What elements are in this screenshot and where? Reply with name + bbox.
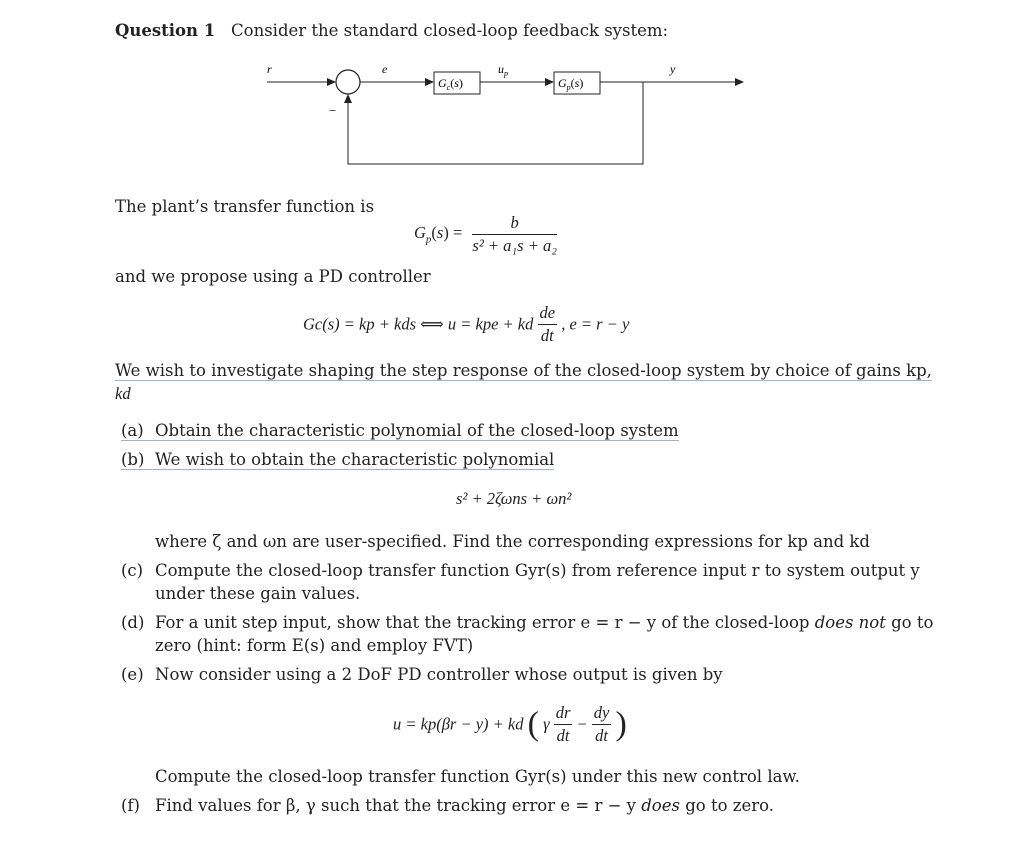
- controller-eq-tail: , e = r − y: [561, 314, 630, 334]
- item-b-label: (b): [121, 450, 145, 469]
- label-r: r: [267, 62, 272, 76]
- item-a-label: (a): [121, 421, 144, 440]
- item-e-label: (e): [121, 665, 144, 684]
- investigate-line-2: kd: [115, 384, 131, 403]
- twodof-frac1-den: dt: [556, 726, 570, 745]
- label-minus: −: [329, 103, 337, 118]
- item-e: [121, 665, 723, 684]
- controller-eq-lhs: Gc(s) = kp + kds ⟺ u = kpe + kd: [303, 314, 534, 334]
- item-d-emphasis: does not: [814, 613, 886, 632]
- item-d-text-2: zero (hint: form E(s) and employ FVT): [155, 636, 474, 655]
- controller-fraction: [538, 303, 558, 346]
- controller-frac-num: de: [538, 303, 558, 325]
- label-gp: $G_p(s)$: [558, 76, 584, 92]
- twodof-minus: −: [576, 714, 588, 734]
- item-a-text: Obtain the characteristic polynomial of the closed-loop system: [155, 421, 679, 440]
- item-d-text-b: go to: [885, 613, 934, 632]
- item-c-text: Compute the closed-loop transfer function Gyr(s) from reference input r to system output y: [155, 561, 920, 580]
- plant-eq-lhs: $G_p(s)$ =: [414, 223, 463, 246]
- item-f-text-b: go to zero.: [679, 796, 774, 815]
- paren-open: (: [527, 705, 539, 743]
- label-e: e: [382, 62, 388, 76]
- investigate-line-1: [115, 361, 932, 380]
- question-title: Question 1: [115, 21, 216, 40]
- twodof-equation: [393, 703, 627, 746]
- controller-frac-den: dt: [540, 326, 554, 345]
- controller-equation: [303, 303, 629, 346]
- plant-numerator: b: [472, 213, 557, 235]
- item-f: [121, 796, 774, 815]
- item-e-text: Now consider using a 2 DoF PD controller whose output is given by: [155, 665, 723, 684]
- paren-close: ): [615, 705, 627, 743]
- item-f-emphasis: does: [641, 796, 680, 815]
- twodof-after: Compute the closed-loop transfer function Gyr(s) under this new control law.: [155, 767, 800, 786]
- characteristic-polynomial: s² + 2ζωns + ωn²: [456, 489, 572, 508]
- item-a: [121, 421, 679, 441]
- item-b: [121, 450, 554, 470]
- question-intro: Consider the standard closed-loop feedback system:: [231, 21, 669, 40]
- label-gc: $G_c(s)$: [438, 76, 463, 92]
- question-header: [115, 21, 668, 40]
- twodof-gamma: γ: [543, 714, 550, 734]
- feedback-block-diagram: [255, 58, 755, 173]
- label-y: y: [670, 62, 676, 76]
- plant-denominator: s² + a₁s + a₂: [472, 236, 557, 255]
- item-f-text-a: Find values for β, γ such that the tracking error e = r − y: [155, 796, 642, 815]
- item-b-text: We wish to obtain the characteristic polynomial: [155, 450, 555, 469]
- item-c-text-2: under these gain values.: [155, 584, 361, 603]
- label-up: $u_p$: [498, 62, 508, 78]
- plant-equation: [414, 213, 557, 256]
- twodof-frac1-num: dr: [554, 703, 573, 725]
- summing-junction: [336, 70, 360, 94]
- char-poly-where: where ζ and ωn are user-specified. Find the corresponding expressions for kp and kd: [155, 532, 870, 551]
- plant-intro: The plant’s transfer function is: [115, 197, 375, 216]
- item-d-label: (d): [121, 613, 145, 632]
- twodof-lhs: u = kp(βr − y) + kd: [393, 714, 524, 734]
- twodof-frac2-den: dt: [595, 726, 608, 745]
- item-c: [121, 561, 920, 580]
- item-d-text-a: For a unit step input, show that the tracking error e = r − y of the closed-loop: [155, 613, 815, 632]
- twodof-frac-1: [554, 703, 573, 746]
- plant-fraction: [472, 213, 557, 256]
- investigate-text: We wish to investigate shaping the step response of the closed-loop system by choice of gains kp,: [115, 361, 932, 380]
- twodof-frac2-num: dy: [592, 703, 612, 725]
- twodof-frac-2: [592, 703, 612, 746]
- item-f-label: (f): [121, 796, 140, 815]
- item-c-label: (c): [121, 561, 144, 580]
- item-d: [121, 613, 933, 632]
- controller-intro: and we propose using a PD controller: [115, 267, 431, 286]
